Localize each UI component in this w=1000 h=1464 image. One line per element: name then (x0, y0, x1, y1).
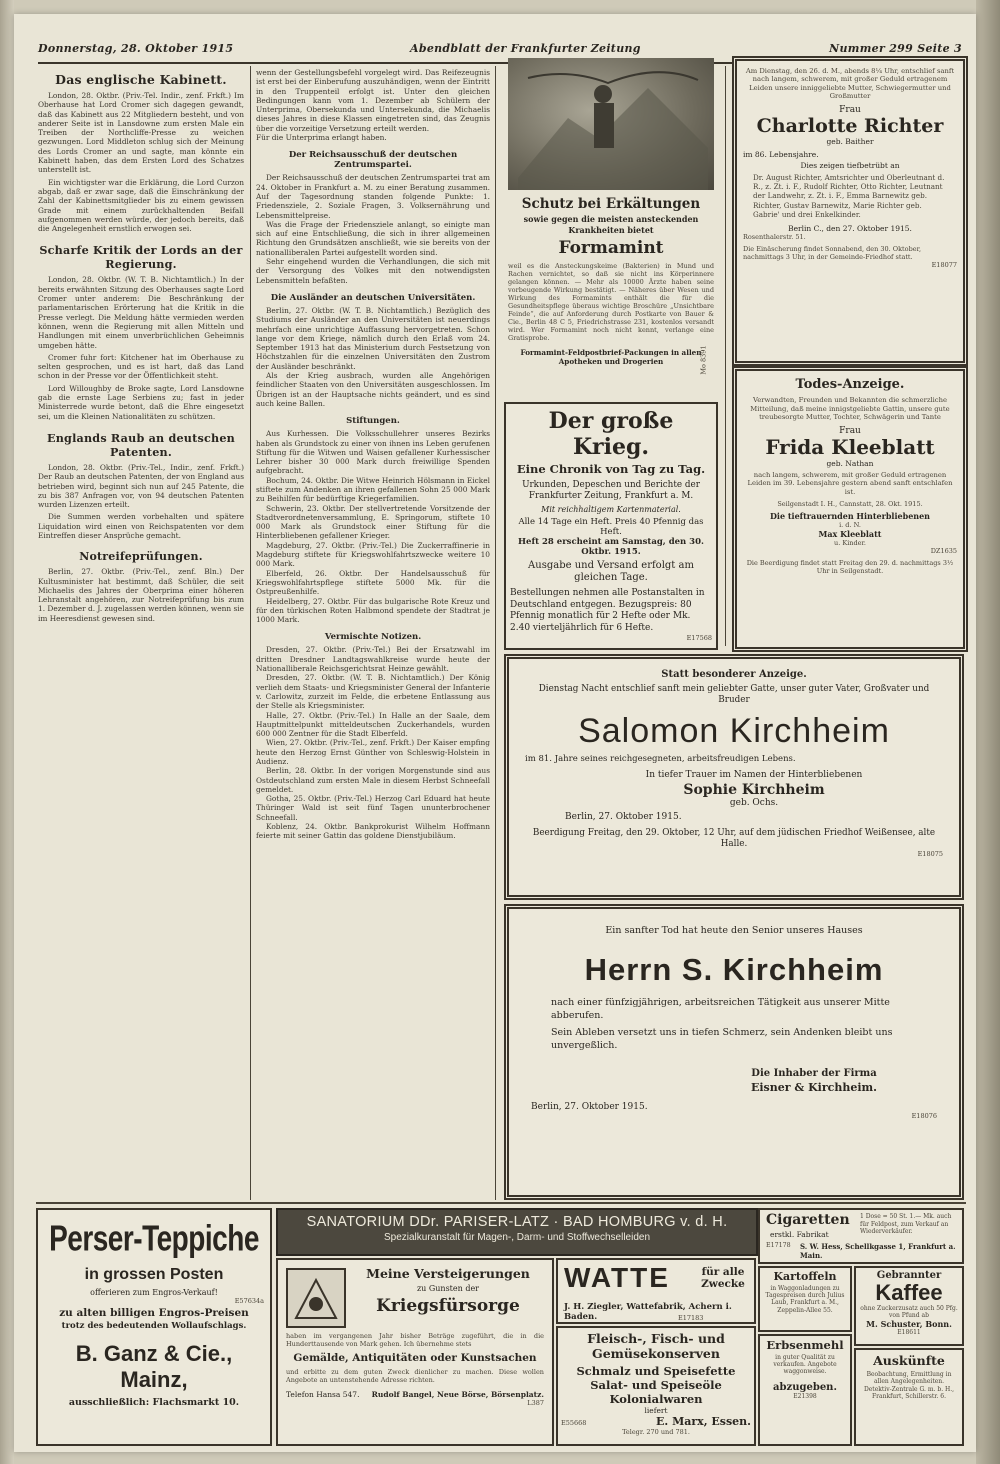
masthead-number: Nummer 299 Seite 3 (829, 42, 962, 55)
kaffee-ad (854, 1266, 964, 1346)
teppiche-address: ausschließlich: Flachsmarkt 10. (68, 1397, 240, 1408)
krieg-line1: Urkunden, Depeschen und Berichte der Frankfurter Zeitung, Frankfurt a. M. (522, 480, 700, 501)
obituary-salomon-kirchheim (504, 654, 964, 900)
skirchheim-body2: Sein Ableben versetzt uns in tiefen Schmerz, sein Andenken bleibt uns unvergeßlich. (551, 1027, 893, 1051)
richter-place: Berlin C., den 27. Oktober 1915. (788, 223, 912, 233)
headline-critique: Scharfe Kritik der Lords an der Regierung. (39, 243, 243, 272)
versteigerung-big: Kriegsfürsorge (376, 1296, 520, 1316)
erbsenmehl-title: Erbsenmehl (766, 1338, 844, 1352)
krieg-ad (504, 402, 718, 650)
article-paragraph: Bochum, 24. Oktbr. Die Witwe Heinrich Hölsmann in Eickel stiftete zum Andenken an ihren gefallenen Sohn 25 000 Mark zu Beihilfen für bedürftige Kriegerfamilien. (256, 475, 490, 504)
article-paragraph: Elberfeld, 26. Oktbr. Der Handelsausschuß für Kriegswohlfahrtspflege stiftete 5000 Mk. für die Ostpreußenhilfe. (256, 568, 490, 597)
watte-title: WATTE (564, 1262, 670, 1293)
richter-intro: Am Dienstag, den 26. d. M., abends 8¼ Uhr, entschlief sanft nach langem, schwerem, mit großer Geduld ertragenem Leiden unsere inniggeliebte Mutter, Schwiegermutter und Großmutter (745, 67, 955, 101)
article-paragraph: Der Reichsausschuß der deutschen Zentrumspartei trat am 24. Oktober in Frankfurt a. M. zu einer Beratung zusammen. Auf der Tagesordnung standen folgende Punkte: 1. Friedensziele, 2. Soziale Fragen, 3. Volksernährung und Lebensmittelpreise. (256, 173, 490, 220)
ad-code: E18076 (911, 1112, 937, 1120)
column-rule (495, 66, 496, 1200)
article-paragraph: Für die Unterprima erlangt haben. (256, 133, 387, 143)
salomon-top: Statt besonderer Anzeige. (661, 669, 807, 680)
kleeblatt-mourners-ref: i. d. N. (839, 520, 861, 529)
soldier-illustration (508, 58, 714, 190)
obituary-kleeblatt (732, 366, 968, 652)
watte-ad (556, 1258, 756, 1324)
konserven-line1: Schmalz und Speisefette (576, 1364, 736, 1378)
salomon-intro: Dienstag Nacht entschlief sanft mein geliebter Gatte, unser guter Vater, Großvater und Bruder (538, 684, 930, 705)
konserven-title: Fleisch-, Fisch- und Gemüsekonserven (587, 1331, 725, 1361)
article-paragraph: Koblenz, 24. Oktbr. Bankprokurist Wilhelm Hoffmann feierte mit seiner Gattin das goldene Dienstjubiläum. (256, 822, 490, 841)
teppiche-line1: zu alten billigen Engros-Preisen (59, 1307, 249, 1319)
salomon-mourn: In tiefer Trauer im Namen der Hinterbliebenen (645, 770, 863, 780)
konserven-firm: E. Marx, Essen. (656, 1415, 751, 1428)
article-paragraph: Gotha, 25. Oktbr. (Priv.-Tel.) Herzog Carl Eduard hat heute Thüringer Wald ist seit fünf Tagen ununterbrochener Schneefall. (256, 794, 490, 822)
zigaretten-body: 1 Dose = 50 St. 1.— Mk. auch für Feldpost, zum Verkauf an Wiederverkäufer. (860, 1213, 952, 1235)
salomon-place: Berlin, 27. Oktober 1915. (565, 812, 682, 822)
kleeblatt-frau: Frau (839, 425, 861, 436)
kleeblatt-place: Seilgenstadt I. H., Cannstatt, 28. Okt. 1915. (777, 499, 923, 508)
krieg-line2: Mit reichhaltigem Kartenmaterial. (541, 505, 681, 514)
article-paragraph: Aus Kurhessen. Die Volksschullehrer unseres Bezirks haben als Grundstock zu einer von ihnen ins Leben gerufenen Stiftung für die Witwen und Waisen gefallener Kurhessischer Lehrer bisher 30 000 Mark durch freiwillige Spenden aufgebracht. (256, 429, 490, 476)
ad-code: Mo 8391 (699, 345, 708, 375)
versteigerung-body2: und erbitte zu dem guten Zweck dienlicher zu machen. Diese wollen Angebote an untenstehende Adresse richten. (286, 1368, 544, 1384)
article-paragraph: Dresden, 27. Oktbr. (Priv.-Tel.) Bei der Ersatzwahl im dritten Dresdner Landtagswahlkreise wurde heute der Nationalliberale Reichsgerichtsrat Heinze gewählt. (256, 645, 490, 674)
article-paragraph: Cromer fuhr fort: Kitchener hat im Oberhause zu selten gesprochen, und es ist hart, daß das Land schon in der Presse vor der Öffentlichkeit steht. (38, 352, 244, 381)
kleeblatt-intro: Verwandten, Freunden und Bekannten die schmerzliche Mitteilung, daß meine innigstgeliebte Gattin, unsere gute treubesorgte Mutter, Tochter, Schwägerin und Tante (750, 396, 950, 422)
article-paragraph: London, 28. Oktbr. (Priv.-Tel. Indir., zenf. Frkft.) Im Oberhause hat Lord Cromer sich dagegen gewandt, daß das Kabinett aus 22 Mitgliedern besteht, und von anderer Seite ist in Lansdowne zum ersten Male ein Treiben der Northcliffe-Presse zu weichen gezwungen. Lord Middleton schlug sich der Meinung des Lords Cromer an und sagte, man könnte ein Kabinett haben, das dem Ersten Lord des Schatzes unterstellt ist. (38, 91, 244, 175)
formamint-footer: Formamint-Feldpostbrief-Packungen in allen Apotheken und Drogerien (520, 348, 702, 366)
richter-name: Charlotte Richter (756, 114, 944, 137)
column-rule (725, 66, 726, 646)
konserven-line2: Salat- und Speiseöle (590, 1378, 722, 1392)
headline-patents: Englands Raub an deutschen Patenten. (46, 430, 235, 459)
column-rule (250, 66, 251, 1200)
zigaretten-ad (758, 1208, 964, 1264)
article-paragraph: London, 28. Oktbr. (W. T. B. Nichtamtlich.) In der bereits erwähnten Sitzung des Oberhauses sagte Lord Cromer unter anderem: Die Beschränkung der parlamentarischen Erörterung hat die Kritik in die Presse verlegt. Die Meldung hätte vermieden werden können, wenn die Regierung mit allen Mitteln und Handlungen mit einem unverbrüchlichen Geheimnis umgeben hätte. (38, 275, 244, 350)
teppiche-offer: offerieren zum Engros-Verkauf! (90, 1288, 218, 1297)
kartoffeln-title: Kartoffeln (773, 1270, 837, 1283)
zigaretten-sub: erstkl. Fabrikat (770, 1230, 829, 1239)
formamint-ad (504, 56, 718, 398)
auskunft-title: Auskünfte (873, 1353, 945, 1368)
salomon-widow: Sophie Kirchheim (683, 782, 825, 798)
skirchheim-intro: Ein sanfter Tod hat heute den Senior unseres Hauses (605, 925, 863, 936)
krieg-headline: Der große Krieg. (548, 408, 674, 460)
formamint-sub: sowie gegen die meisten ansteckenden Krankheiten bietet (523, 214, 699, 235)
kartoffeln-body: in Waggonladungen zu Tagespreisen durch Julius Laub, Frankfurt a. M., Zeppelin-Allee 55. (765, 1285, 845, 1314)
kartoffeln-ad (758, 1266, 852, 1332)
auction-emblem (286, 1268, 346, 1328)
salomon-name: Salomon Kirchheim (578, 712, 890, 750)
krieg-line6: Bestellungen nehmen alle Postanstalten in Deutschland entgegen. Bezugspreis: 80 Pfennig monatlich für 2 Hefte oder Mk. 2.40 vierteljährlich für 6 Hefte. (510, 588, 705, 633)
ad-code: E21398 (793, 1392, 817, 1400)
page-fold-edge (976, 0, 1000, 1464)
formamint-body: weil es die Ansteckungskeime (Bakterien) in Mund und Rachen vernichtet, so daß sie nicht ins Körperinnere gelangen können. — Mehr als 10000 Ärzte haben seine vorbeugende Wirkung bestätigt. — Näheres über Wesen und Wirkung des Formamints enthält die für die Gesundheitspflege überaus wichtige Broschüre „Unsichtbare Feinde“, die auf Anforderung durch Postkarte von Bauer & Cie., Berlin 48 C 5, Friedrichstrasse 231, kostenlos versandt wird. Wer Formamint noch nicht kennt, verlange eine Gratisprobe. (508, 262, 714, 342)
kleeblatt-title: Todes-Anzeige. (795, 377, 905, 392)
article-paragraph: Sehr eingehend wurden die Verhandlungen, die sich mit der Versorgung des Volkes mit den notwendigsten Lebensmitteln befaßten. (256, 257, 490, 285)
article-paragraph: Dresden, 27. Oktbr. (W. T. B. Nichtamtlich.) Der König verlieh dem Staats- und Kriegsminister General der Infanterie v. Carlowitz, zurzeit im Felde, die erbetene Entlassung aus der Stelle als Kriegsminister. (256, 673, 490, 711)
krieg-sub: Eine Chronik von Tag zu Tag. (516, 462, 706, 476)
kaffee-body: ohne Zuckerzusatz auch 50 Pfg. von Pfund ab (860, 1305, 958, 1319)
column-2 (256, 54, 490, 1198)
page-binding-edge (0, 0, 14, 1464)
article-paragraph: Schwerin, 23. Oktbr. Der stellvertretende Vorsitzende der Stadtverordnetenversammlung, E. Springorum, stiftete 10 000 Mark als Grundstock einer Stiftung für die Hinterbliebenen gefallener Krieger. (256, 503, 490, 541)
article-paragraph: Ein wichtigster war die Erklärung, die Lord Curzon abgab, daß er zwar sage, daß die Einschränkung der Zahl der Kabinettsmitglieder bis zu einem gewissen Grade mit einem zurückhaltenden Beifall aufgenommen werden würde, der jedoch bereits, daß die Angelegenheit ernstlich erwogen sei. (38, 177, 244, 234)
article-paragraph: Magdeburg, 27. Oktbr. (Priv.-Tel.) Die Zuckerraffinerie in Magdeburg stiftete für Kriegswohlfahrtszwecke weitere 10 000 Mark. (256, 540, 490, 569)
richter-mourners: Dr. August Richter, Amtsrichter und Oberleutnant d. R., z. Zt. i. F., Rudolf Richter, Otto Richter, Leutnant der Landwehr, z. Zt. i. F., Emma Barnewitz geb. Richter, Gustav Barnewitz, Marie Richter geb. Gabrie' und drei Enkelkinder. (753, 172, 945, 220)
kaffee-firm: M. Schuster, Bonn. (866, 1319, 952, 1329)
headline-cabinet: Das englische Kabinett. (55, 72, 227, 87)
versteigerung-body: haben im vergangenen Jahr bisher Beträge zugeführt, die in die Hunderttausende von Mark gehen. Ich übernehme stets (286, 1332, 544, 1348)
kaffee-line1: Gebrannter (876, 1270, 942, 1281)
kleeblatt-body: nach langem, schwerem, mit großer Geduld ertragenen Leiden im 39. Lebensjahre gestern abend sanft entschlafen ist. (747, 470, 953, 496)
skirchheim-place: Berlin, 27. Oktober 1915. (531, 1102, 648, 1112)
versteigerung-tel: Telefon Hansa 547. (286, 1390, 360, 1399)
konserven-line4: liefert (644, 1406, 668, 1415)
ad-code: E17568 (686, 634, 712, 642)
article-paragraph: Lord Willoughby de Broke sagte, Lord Lansdowne gab die ernste Lage Serbiens zu; fast in jeder Ministerrede wurde betont, daß die Ehre eingesetzt sei, um die Kleinen Nationalitäten zu schützen. (38, 383, 244, 421)
skirchheim-name: Herrn S. Kirchheim (584, 952, 884, 987)
krieg-line3: Alle 14 Tage ein Heft. Preis 40 Pfennig das Heft. (518, 517, 704, 537)
versteigerung-title: Meine Versteigerungen (366, 1266, 530, 1281)
sanatorium-ad (276, 1208, 758, 1256)
masthead-date: Donnerstag, 28. Oktober 1915 (38, 42, 234, 55)
illustration-sketch (508, 58, 714, 190)
kleeblatt-funeral: Die Beerdigung findet statt Freitag den 29. d. nachmittags 3½ Uhr in Seilgenstadt. (746, 558, 954, 575)
article-paragraph: Als der Krieg ausbrach, wurden alle Angehörigen feindlicher Staaten von den Universitäten ausgeschlossen. Im Übrigen ist an der Hauptsache nichts geändert, und es sind auch keine Ballen. (256, 371, 490, 408)
article-paragraph: Heidelberg, 27. Oktbr. Für das bulgarische Rote Kreuz und für den türkischen Roten Halbmond spendete der Stadtrat je 1000 Mark. (256, 596, 490, 625)
richter-mourners-intro: Dies zeigen tiefbetrübt an (800, 160, 900, 170)
headline-foundations: Stiftungen. (346, 416, 400, 427)
kleeblatt-birth: geb. Nathan (826, 458, 874, 468)
article-paragraph: Berlin, 27. Oktbr. (Priv.-Tel., zenf. Bln.) Der Kultusminister hat bestimmt, daß Schüler, die seit Michaelis des Jahres der Oberprima einer höheren Lehranstalt angehören, zur Notreifeprüfung bis zum 1. Dezember d. J. zugelassen werden können, wenn sie im Heeresdienst gewesen sind. (38, 567, 244, 623)
teppiche-firm: B. Ganz & Cie., Mainz, (75, 1341, 233, 1392)
erbsenmehl-ad (758, 1334, 852, 1446)
teppiche-ad (36, 1208, 272, 1446)
kleeblatt-name: Frida Kleeblatt (765, 434, 935, 459)
obituary-s-kirchheim (504, 904, 964, 1200)
article-paragraph: wenn der Gestellungsbefehl vorgelegt wird. Das Reifezeugnis ist erst bei der Einberufung auszuhändigen, wenn der Eintritt in den Truppenteil erfolgt ist. Unter den gleichen Bedingungen kann vom 1. Dezember ab Schülern der Unterprima, Obersekunda und Untersekunda, die Michaelis dieses Jahres in diese Klassen eingetreten sind, das Zeugnis über die vorzeitige Versetzung erteilt werden. (256, 68, 490, 133)
obituary-richter (732, 56, 968, 366)
ad-code: DZ1635 (930, 546, 957, 555)
richter-funeral: Die Einäscherung findet Sonnabend, den 30. Oktober, nachmittags 3 Uhr, in der Gemeinde-Friedhof statt. (743, 244, 922, 261)
article-paragraph: London, 28. Oktbr. (Priv.-Tel., Indir., zenf. Frkft.) Der Raub an deutschen Patenten, der von England aus betrieben wird, beginnt sich nun auf 245 Patente, die zu bis 387 Anfragen vor, von 94 deutschen Patenten wurden Lizenzen erteilt. (38, 462, 244, 510)
kleeblatt-mourners-intro: Die tieftrauernden Hinterbliebenen (769, 510, 930, 521)
article-paragraph: Was die Frage der Friedensziele anlangt, so einigte man sich auf eine Entschließung, die sich in ihrer allgemeinen Richtung den Grundsätzen anschließt, wie sie bereits von der nationalliberalen Partei aufgestellt worden sind. (256, 219, 490, 257)
watte-sub: für alle Zwecke (701, 1266, 745, 1290)
skirchheim-body: nach einer fünfzigjährigen, arbeitsreichen Tätigkeit aus unserer Mitte abberufen. (551, 997, 890, 1021)
salomon-birth: geb. Ochs. (729, 798, 779, 808)
zigaretten-title: Cigaretten (766, 1212, 850, 1228)
column-1 (38, 72, 244, 1198)
krieg-line4: Heft 28 erscheint am Samstag, den 30. Oktbr. 1915. (518, 537, 704, 557)
versteigerung-items: Gemälde, Antiquitäten oder Kunstsachen (293, 1352, 537, 1364)
versteigerung-ad (276, 1258, 554, 1446)
auskunft-body: Beobachtung, Ermittlung in allen Angelegenheiten. Detektiv-Zentrale G. m. b. H., Frankfurt, Schillerstr. 6. (863, 1371, 955, 1401)
auction-emblem-icon (288, 1270, 344, 1326)
skirchheim-sign1: Die Inhaber der Firma (751, 1068, 877, 1079)
ad-code: E57634a (234, 1297, 264, 1305)
erbsenmehl-line2: abzugeben. (773, 1381, 837, 1393)
krieg-line5: Ausgabe und Versand erfolgt am gleichen Tage. (528, 560, 694, 583)
formamint-brand: Formamint (558, 238, 664, 258)
ad-code: E18077 (931, 260, 957, 269)
ad-code: E17183 (678, 1314, 704, 1322)
sanatorium-title: SANATORIUM DDr. PARISER-LATZ · BAD HOMBURG v. d. H. (306, 1214, 728, 1230)
zigaretten-firm: S. W. Hess, Schellkgasse 1, Frankfurt a. Main. (800, 1242, 956, 1260)
article-paragraph: Berlin, 28. Oktbr. In der vorigen Morgenstunde sind aus Ostdeutschland zum ersten Male in diesem Herbst Schneefall gemeldet. (256, 766, 490, 794)
kleeblatt-children: u. Kinder. (834, 538, 866, 547)
konserven-ad (556, 1326, 756, 1446)
article-paragraph: Die Summen werden vorbehalten und spätere Liquidation wird einen von Reichspatenten vor dem Eintreffen dieser Ansprüche gemacht. (38, 512, 244, 540)
newspaper-page (14, 14, 976, 1452)
erbsenmehl-body: in guter Qualität zu verkaufen. Angebote waggonweise. (773, 1354, 837, 1376)
kaffee-line2: Kaffee (875, 1280, 943, 1305)
teppiche-line2: trotz des bedeutenden Wollaufschlags. (61, 1321, 247, 1331)
ad-code: E17178 (766, 1242, 791, 1249)
article-paragraph: Wien, 27. Oktbr. (Priv.-Tel., zenf. Frkft.) Der Kaiser empfing heute den Herzog Ernst Günther von Schleswig-Holstein in Audienz. (256, 738, 490, 766)
salomon-funeral: Beerdigung Freitag, den 29. Oktober, 12 Uhr, auf dem jüdischen Friedhof Weißensee, alte Halle. (532, 828, 936, 849)
ad-code: E18611 (897, 1329, 921, 1336)
richter-age: im 86. Lebensjahre. (743, 149, 819, 159)
ads-divider (36, 1202, 966, 1204)
headline-students: Die Ausländer an deutschen Universitäten. (270, 292, 476, 303)
auskunft-ad (854, 1348, 964, 1446)
sanatorium-sub: Spezialkuranstalt für Magen-, Darm- und Stoffwechselleiden (383, 1232, 651, 1243)
headline-exams: Notreifeprüfungen. (79, 550, 203, 564)
richter-street: Rosenthalerstr. 51. (743, 232, 806, 241)
article-paragraph: Berlin, 27. Oktbr. (W. T. B. Nichtamtlich.) Bezüglich des Studiums der Ausländer an den Universitäten ist neuerdings mehrfach eine unrichtige Auffassung hervorgetreten. Schon lange vor dem Kriege, nämlich durch den Erlaß vom 24. September 1913 hat das Ministerium durch Festsetzung von Höchstzahlen für die einzelnen Universitäten den Zustrom der Ausländer beschränkt. (256, 305, 490, 371)
versteigerung-firm: Rudolf Bangel, Neue Börse, Börsenplatz. (371, 1390, 544, 1399)
ad-code: L387 (527, 1399, 544, 1407)
richter-birth: geb. Baither (826, 136, 874, 146)
headline-committee: Der Reichsausschuß der deutschen Zentrumspartei. (288, 150, 458, 171)
formamint-headline: Schutz bei Erkältungen (521, 196, 701, 212)
teppiche-title: Perser-Teppiche (49, 1218, 259, 1259)
konserven-tel: Telegr. 270 und 781. (622, 1428, 690, 1436)
headline-notes: Vermischte Notizen. (324, 632, 422, 643)
konserven-line3: Kolonialwaren (609, 1392, 703, 1406)
masthead-paper: Abendblatt der Frankfurter Zeitung (410, 42, 641, 55)
article-paragraph: Halle, 27. Oktbr. (Priv.-Tel.) In Halle an der Saale, dem Hauptmittelpunkt mitteldeutschen Zuckerhandels, wurden 600 000 Zentner für die Stadt Elberfeld. (256, 710, 490, 739)
kleeblatt-mourner: Max Kleeblatt (818, 528, 882, 539)
skirchheim-sign2: Eisner & Kirchheim. (750, 1081, 877, 1094)
ad-code: E55668 (561, 1419, 587, 1427)
versteigerung-sub: zu Gunsten der (416, 1284, 480, 1293)
watte-firm: J. H. Ziegler, Wattefabrik, Achern i. Baden. (564, 1302, 732, 1322)
salomon-age: im 81. Jahre seines reichgesegneten, arbeitsfreudigen Lebens. (525, 754, 796, 764)
teppiche-sub: in grossen Posten (84, 1266, 224, 1283)
ad-code: E18075 (917, 850, 943, 858)
richter-frau: Frau (839, 104, 861, 115)
